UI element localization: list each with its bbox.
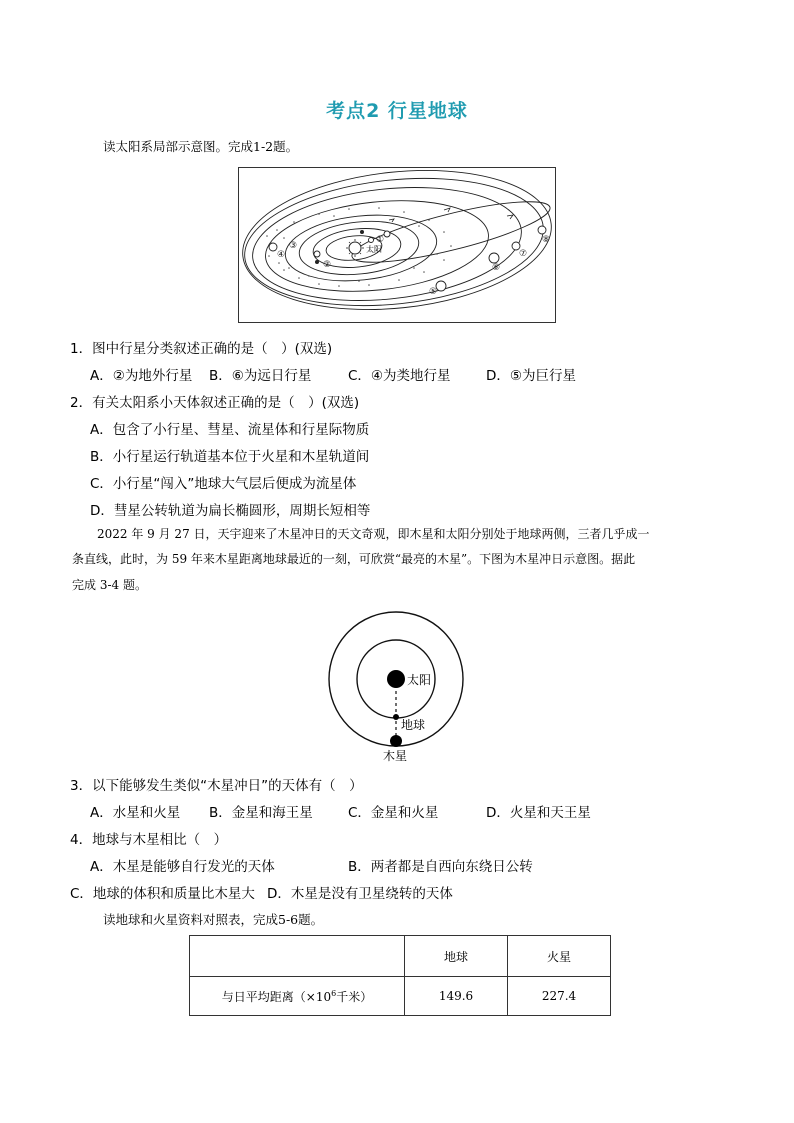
orbit-8 — [239, 168, 555, 322]
q1-option-a: A．②为地外行星 — [90, 368, 193, 384]
planet-2 — [384, 231, 390, 237]
planet-6 — [489, 253, 499, 263]
opposition-diagram — [325, 610, 465, 770]
table-header-empty — [190, 936, 405, 977]
intro-fig1: 读太阳系局部示意图。完成1-2题。 — [103, 139, 299, 154]
jupiter-intro-line-1: 2022 年 9 月 27 日，天宇迎来了木星冲日的天文奇观，即木星和太阳分别处于地球两侧，三者几乎成一 — [97, 527, 650, 541]
solar-system-diagram — [239, 168, 555, 322]
table-header-row — [190, 936, 611, 977]
q1-option-d: D．⑤为巨行星 — [486, 368, 576, 384]
q2-option-b: B．小行星运行轨道基本位于火星和木星轨道间 — [90, 449, 370, 465]
jupiter-label: 木星 — [383, 749, 408, 763]
sun-label: 太阳 — [366, 245, 382, 254]
marker-5: ⑤ — [429, 287, 438, 297]
jupiter-intro-line-3: 完成 3-4 题。 — [72, 578, 147, 592]
planet-4 — [269, 243, 277, 251]
marker-8: ⑧ — [542, 235, 551, 245]
planet-1 — [369, 238, 374, 243]
q3-option-c: C．金星和火星 — [348, 805, 439, 821]
question-1: 1．图中行星分类叙述正确的是（ ）(双选) — [70, 341, 333, 357]
question-4: 4．地球与木星相比（ ） — [70, 832, 228, 848]
opposition-figure — [325, 610, 465, 770]
marker-4: ④ — [277, 250, 286, 260]
q3-option-a: A．水星和火星 — [90, 805, 181, 821]
solar-system-figure — [238, 167, 556, 323]
orbit-arrow — [444, 208, 450, 212]
jupiter-intro-line-2: 条直线，此时，为 59 年来木星距离地球最近的一刻，可欣赏“最亮的木星”。下图为木星冲日示意图。据此 — [72, 552, 636, 566]
q4-option-a: A．木星是能够自行发光的天体 — [90, 859, 275, 875]
planet-5 — [436, 281, 446, 291]
table-header-earth: 地球 — [405, 936, 508, 977]
planet-3 — [314, 251, 320, 257]
marker-3: ③ — [289, 241, 298, 251]
intro-table: 读地球和火星资料对照表，完成5-6题。 — [103, 912, 324, 927]
jupiter-dot — [390, 735, 402, 747]
page-title: 考点2 行星地球 — [326, 100, 468, 122]
earth-label: 地球 — [401, 718, 426, 732]
q2-option-c: C．小行星“闯入”地球大气层后便成为流星体 — [90, 476, 357, 492]
question-3: 3．以下能够发生类似“木星冲日”的天体有（ ） — [70, 778, 363, 794]
marker-6: ⑥ — [492, 263, 501, 273]
mars-distance-value: 227.4 — [508, 977, 611, 1016]
marker-1: ① — [376, 235, 385, 245]
q2-option-a: A．包含了小行星、彗星、流星体和行星际物质 — [90, 422, 370, 438]
q4-option-d: D．木星是没有卫星绕转的天体 — [267, 886, 453, 902]
marker-2: ② — [323, 260, 332, 270]
q3-option-b: B．金星和海王星 — [209, 805, 313, 821]
q2-option-d: D．彗星公转轨道为扁长椭圆形，周期长短相等 — [90, 503, 371, 519]
planet-8 — [538, 226, 546, 234]
earth-distance-value: 149.6 — [405, 977, 508, 1016]
sun-label: 太阳 — [407, 673, 432, 687]
q4-option-b: B．两者都是自西向东绕日公转 — [348, 859, 533, 875]
q4-option-c: C．地球的体积和质量比木星大 — [70, 886, 255, 902]
sun-icon — [346, 239, 364, 257]
earth-dot — [393, 714, 399, 720]
question-2: 2．有关太阳系小天体叙述正确的是（ ）(双选) — [70, 395, 360, 411]
q1-option-b: B．⑥为远日行星 — [209, 368, 312, 384]
table-row-label: 与日平均距离（$\times 10^6$千米） — [190, 977, 405, 1016]
table-header-mars: 火星 — [508, 936, 611, 977]
orbit-arrow — [507, 215, 513, 219]
marker-7: ⑦ — [519, 249, 528, 259]
orbit-arrow — [389, 219, 394, 222]
earth-mars-table — [189, 935, 611, 1016]
q1-option-c: C．④为类地行星 — [348, 368, 451, 384]
sun-dot — [387, 670, 405, 688]
q3-option-d: D．火星和天王星 — [486, 805, 591, 821]
table-row — [190, 977, 611, 1016]
